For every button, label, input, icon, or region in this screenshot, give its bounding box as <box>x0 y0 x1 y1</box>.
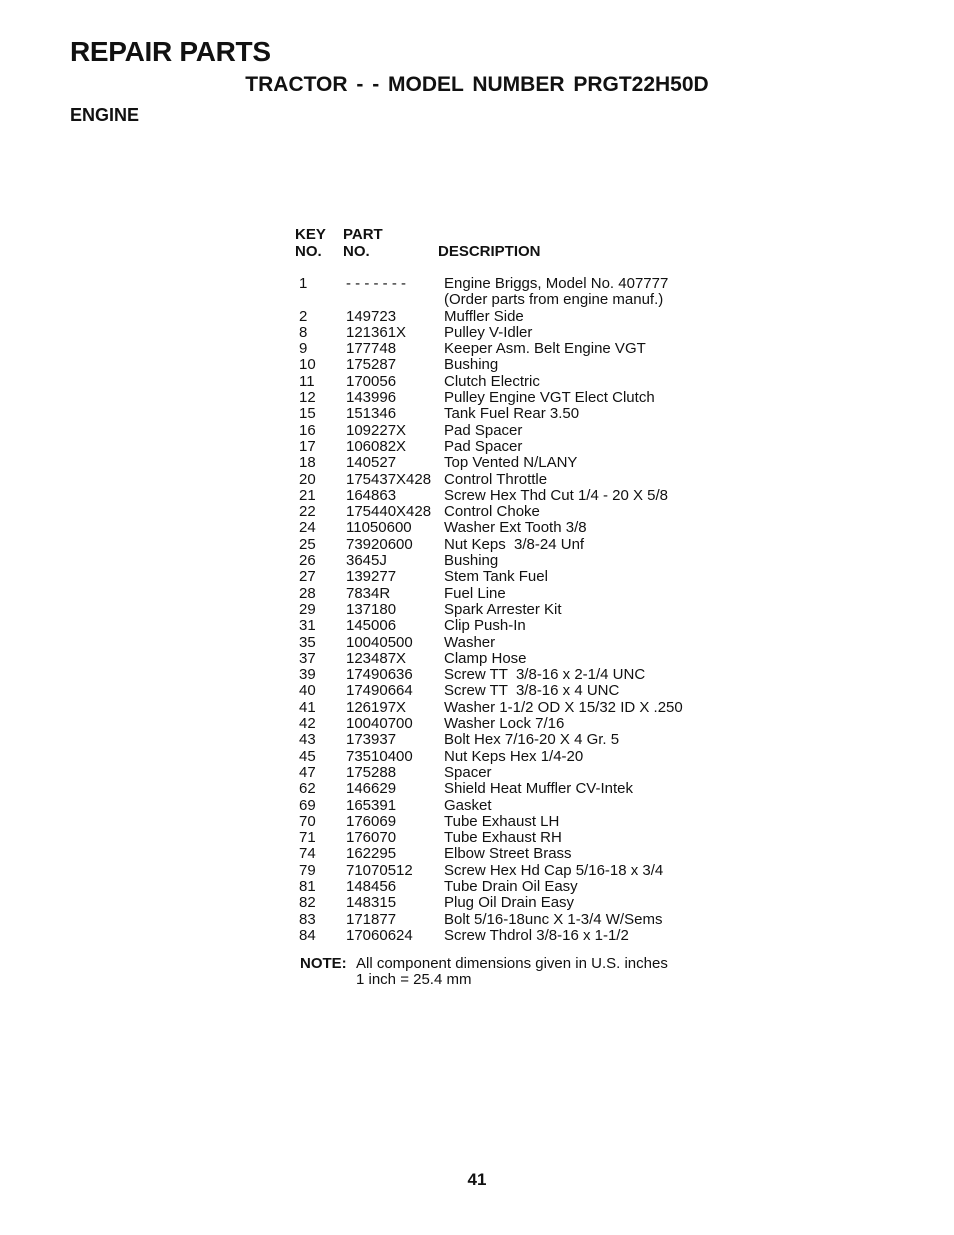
description-line: Gasket <box>444 796 492 814</box>
part-number: 17490664 <box>346 682 413 700</box>
model-subtitle: TRACTOR - - MODEL NUMBER PRGT22H50D <box>245 73 709 96</box>
key-number: 37 <box>299 649 316 667</box>
key-number: 43 <box>299 731 316 749</box>
part-description <box>444 749 583 765</box>
description-line: Spark Arrester Kit <box>444 600 562 618</box>
description-line: Tube Drain Oil Easy <box>444 877 578 895</box>
table-row <box>295 472 683 488</box>
table-row <box>295 732 683 748</box>
description-line: Screw TT 3/8-16 x 4 UNC <box>444 682 620 700</box>
part-number: 175288 <box>346 763 397 781</box>
description-line: Stem Tank Fuel <box>444 568 548 586</box>
description-line: Bushing <box>444 356 499 374</box>
description-line: Pad Spacer <box>444 437 523 455</box>
part-number: 165391 <box>346 796 397 814</box>
description-line: Screw Thdrol 3/8-16 x 1-1/2 <box>444 926 629 944</box>
part-number: 164863 <box>346 486 397 504</box>
description-line: Tube Exhaust RH <box>444 829 562 847</box>
table-row <box>295 341 683 357</box>
description-line: Clutch Electric <box>444 372 540 390</box>
part-number: 176070 <box>346 829 397 847</box>
part-header-line2: NO. <box>343 243 370 260</box>
parts-table-header <box>295 226 683 276</box>
key-number: 31 <box>299 617 316 635</box>
part-description <box>444 341 646 357</box>
part-description <box>444 504 540 520</box>
description-line: Plug Oil Drain Easy <box>444 894 575 912</box>
part-description <box>444 912 662 928</box>
description-line: Tube Exhaust LH <box>444 812 560 830</box>
part-description <box>444 879 578 895</box>
table-row <box>295 749 683 765</box>
part-description <box>444 455 577 471</box>
part-number: 170056 <box>346 372 397 390</box>
description-line: (Order parts from engine manuf.) <box>444 291 664 309</box>
table-row <box>295 700 683 716</box>
key-number: 40 <box>299 682 316 700</box>
part-number: 126197X <box>346 698 407 716</box>
table-row <box>295 439 683 455</box>
key-number: 25 <box>299 535 316 553</box>
part-description <box>444 602 562 618</box>
part-number: 149723 <box>346 307 397 325</box>
key-number: 70 <box>299 812 316 830</box>
part-number: 173937 <box>346 731 397 749</box>
key-number: 1 <box>299 275 308 292</box>
table-row <box>295 814 683 830</box>
table-row <box>295 765 683 781</box>
key-number: 27 <box>299 568 316 586</box>
part-number: 171877 <box>346 910 397 928</box>
part-description <box>444 374 540 390</box>
description-line: Screw TT 3/8-16 x 2-1/4 UNC <box>444 666 646 684</box>
key-number: 26 <box>299 552 316 570</box>
part-description <box>444 863 663 879</box>
part-description <box>444 520 587 536</box>
part-number: 17060624 <box>346 926 413 944</box>
part-description <box>444 667 645 683</box>
part-description <box>444 716 564 732</box>
part-description <box>444 651 527 667</box>
part-number: 143996 <box>346 389 397 407</box>
table-row <box>295 325 683 341</box>
key-number: 62 <box>299 780 316 798</box>
part-number: 175437X428 <box>346 470 432 488</box>
description-line: Engine Briggs, Model No. 407777 <box>444 275 669 292</box>
key-number: 17 <box>299 437 316 455</box>
part-number: 10040700 <box>346 715 413 733</box>
key-number: 69 <box>299 796 316 814</box>
part-description <box>444 488 668 504</box>
table-row <box>295 602 683 618</box>
table-row <box>295 488 683 504</box>
key-number: 45 <box>299 747 316 765</box>
description-line: Nut Keps 3/8-24 Unf <box>444 535 585 553</box>
part-description <box>444 423 522 439</box>
part-description <box>444 798 492 814</box>
part-number: 106082X <box>346 437 407 455</box>
description-line: Top Vented N/LANY <box>444 454 578 472</box>
part-description <box>444 586 506 602</box>
key-number: 16 <box>299 421 316 439</box>
key-number: 39 <box>299 666 316 684</box>
part-description <box>444 276 668 309</box>
table-row <box>295 357 683 373</box>
part-description <box>444 732 619 748</box>
part-description <box>444 895 574 911</box>
key-number: 12 <box>299 389 316 407</box>
part-number: 176069 <box>346 812 397 830</box>
key-number: 2 <box>299 307 308 325</box>
table-row <box>295 798 683 814</box>
description-line: Washer <box>444 633 496 651</box>
key-number: 83 <box>299 910 316 928</box>
part-description <box>444 325 532 341</box>
key-number: 41 <box>299 698 316 716</box>
part-number: 121361X <box>346 323 407 341</box>
description-line: Washer 1-1/2 OD X 15/32 ID X .250 <box>444 698 683 716</box>
part-description <box>444 781 633 797</box>
key-number: 47 <box>299 763 316 781</box>
description-line: Control Throttle <box>444 470 548 488</box>
key-number: 24 <box>299 519 316 537</box>
description-line: Control Choke <box>444 503 540 521</box>
part-description <box>444 309 524 325</box>
part-number: 7834R <box>346 584 391 602</box>
description-line: Pulley V-Idler <box>444 323 533 341</box>
key-number: 22 <box>299 503 316 521</box>
note-text <box>356 956 668 989</box>
table-row <box>295 504 683 520</box>
table-row <box>295 276 683 309</box>
part-description <box>444 357 498 373</box>
part-number: 73920600 <box>346 535 413 553</box>
table-row <box>295 520 683 536</box>
part-description <box>444 928 629 944</box>
table-row <box>295 716 683 732</box>
part-description <box>444 618 526 634</box>
table-row <box>295 553 683 569</box>
description-line: Pulley Engine VGT Elect Clutch <box>444 389 655 407</box>
table-row <box>295 537 683 553</box>
dimension-note <box>300 956 668 989</box>
part-number: 123487X <box>346 649 407 667</box>
table-row <box>295 374 683 390</box>
description-line: Screw Hex Hd Cap 5/16-18 x 3/4 <box>444 861 664 879</box>
table-row <box>295 830 683 846</box>
key-number: 20 <box>299 470 316 488</box>
table-row <box>295 928 683 944</box>
table-row <box>295 569 683 585</box>
part-number: 109227X <box>346 421 407 439</box>
part-description <box>444 830 562 846</box>
key-number: 10 <box>299 356 316 374</box>
key-number: 29 <box>299 600 316 618</box>
part-number: 140527 <box>346 454 397 472</box>
description-line: Clip Push-In <box>444 617 526 635</box>
description-line: Elbow Street Brass <box>444 845 572 863</box>
table-row <box>295 683 683 699</box>
part-number: 73510400 <box>346 747 413 765</box>
part-number: 151346 <box>346 405 397 423</box>
part-number: 17490636 <box>346 666 413 684</box>
key-number: 35 <box>299 633 316 651</box>
part-number: 10040500 <box>346 633 413 651</box>
part-header-line1: PART <box>343 226 383 243</box>
note-label: NOTE: <box>300 955 347 972</box>
part-number: 175440X428 <box>346 503 432 521</box>
part-number: 145006 <box>346 617 397 635</box>
description-line: Pad Spacer <box>444 421 523 439</box>
part-description <box>444 406 579 422</box>
part-description <box>444 814 559 830</box>
key-header-line1: KEY <box>295 226 326 243</box>
description-line: Bolt Hex 7/16-20 X 4 Gr. 5 <box>444 731 620 749</box>
part-number: 137180 <box>346 600 397 618</box>
part-description <box>444 569 548 585</box>
key-number: 28 <box>299 584 316 602</box>
table-row <box>295 455 683 471</box>
part-number: 175287 <box>346 356 397 374</box>
table-row <box>295 846 683 862</box>
part-number: 148315 <box>346 894 397 912</box>
description-header: DESCRIPTION <box>438 243 541 260</box>
page-title: REPAIR PARTS <box>70 36 271 67</box>
section-heading: ENGINE <box>70 105 140 125</box>
table-row <box>295 390 683 406</box>
part-description <box>444 635 495 651</box>
table-row <box>295 863 683 879</box>
table-row <box>295 635 683 651</box>
description-line: Clamp Hose <box>444 649 527 667</box>
part-number: 3645J <box>346 552 387 570</box>
key-number: 84 <box>299 926 316 944</box>
key-number: 9 <box>299 340 308 358</box>
part-number: 11050600 <box>346 519 412 537</box>
key-header-line2: NO. <box>295 243 322 260</box>
description-line: Nut Keps Hex 1/4-20 <box>444 747 584 765</box>
table-row <box>295 586 683 602</box>
part-description <box>444 439 522 455</box>
part-number: 162295 <box>346 845 397 863</box>
table-row <box>295 895 683 911</box>
key-number: 8 <box>299 323 308 341</box>
description-line: Washer Ext Tooth 3/8 <box>444 519 587 537</box>
description-line: Spacer <box>444 763 492 781</box>
part-description <box>444 765 492 781</box>
description-line: Screw Hex Thd Cut 1/4 - 20 X 5/8 <box>444 486 668 504</box>
description-line: Washer Lock 7/16 <box>444 715 565 733</box>
key-number: 74 <box>299 845 316 863</box>
description-line: Keeper Asm. Belt Engine VGT <box>444 340 646 358</box>
parts-table <box>295 226 683 944</box>
key-number: 71 <box>299 829 316 847</box>
part-number: 148456 <box>346 877 397 895</box>
table-row <box>295 423 683 439</box>
description-line: Bushing <box>444 552 499 570</box>
parts-table-body <box>295 276 683 944</box>
key-number: 79 <box>299 861 316 879</box>
table-row <box>295 667 683 683</box>
part-number: 177748 <box>346 340 397 358</box>
part-description <box>444 390 655 406</box>
table-row <box>295 618 683 634</box>
part-description <box>444 553 498 569</box>
part-no-header <box>343 226 438 276</box>
part-description <box>444 537 584 553</box>
table-row <box>295 781 683 797</box>
table-row <box>295 309 683 325</box>
page-number: 41 <box>467 1170 487 1189</box>
part-description <box>444 472 547 488</box>
key-number: 42 <box>299 715 316 733</box>
description-line: Shield Heat Muffler CV-Intek <box>444 780 633 798</box>
table-row <box>295 406 683 422</box>
key-number: 18 <box>299 454 316 472</box>
description-line: Tank Fuel Rear 3.50 <box>444 405 580 423</box>
table-row <box>295 651 683 667</box>
part-number: - - - - - - - <box>346 275 406 292</box>
part-description <box>444 683 619 699</box>
key-number: 11 <box>299 372 315 390</box>
description-line: Bolt 5/16-18unc X 1-3/4 W/Sems <box>444 910 663 928</box>
key-number: 81 <box>299 877 316 895</box>
description-line: Muffler Side <box>444 307 524 325</box>
note-line-2: 1 inch = 25.4 mm <box>356 971 472 989</box>
part-description <box>444 700 683 716</box>
note-line-1: All component dimensions given in U.S. inches <box>356 955 668 972</box>
key-number: 82 <box>299 894 316 912</box>
description-line: Fuel Line <box>444 584 506 602</box>
table-row <box>295 912 683 928</box>
key-no-header <box>295 226 343 276</box>
part-number: 71070512 <box>346 861 413 879</box>
part-number: 146629 <box>346 780 397 798</box>
part-description <box>444 846 572 862</box>
table-row <box>295 879 683 895</box>
key-number: 15 <box>299 405 316 423</box>
key-number: 21 <box>299 486 316 504</box>
part-number: 139277 <box>346 568 397 586</box>
